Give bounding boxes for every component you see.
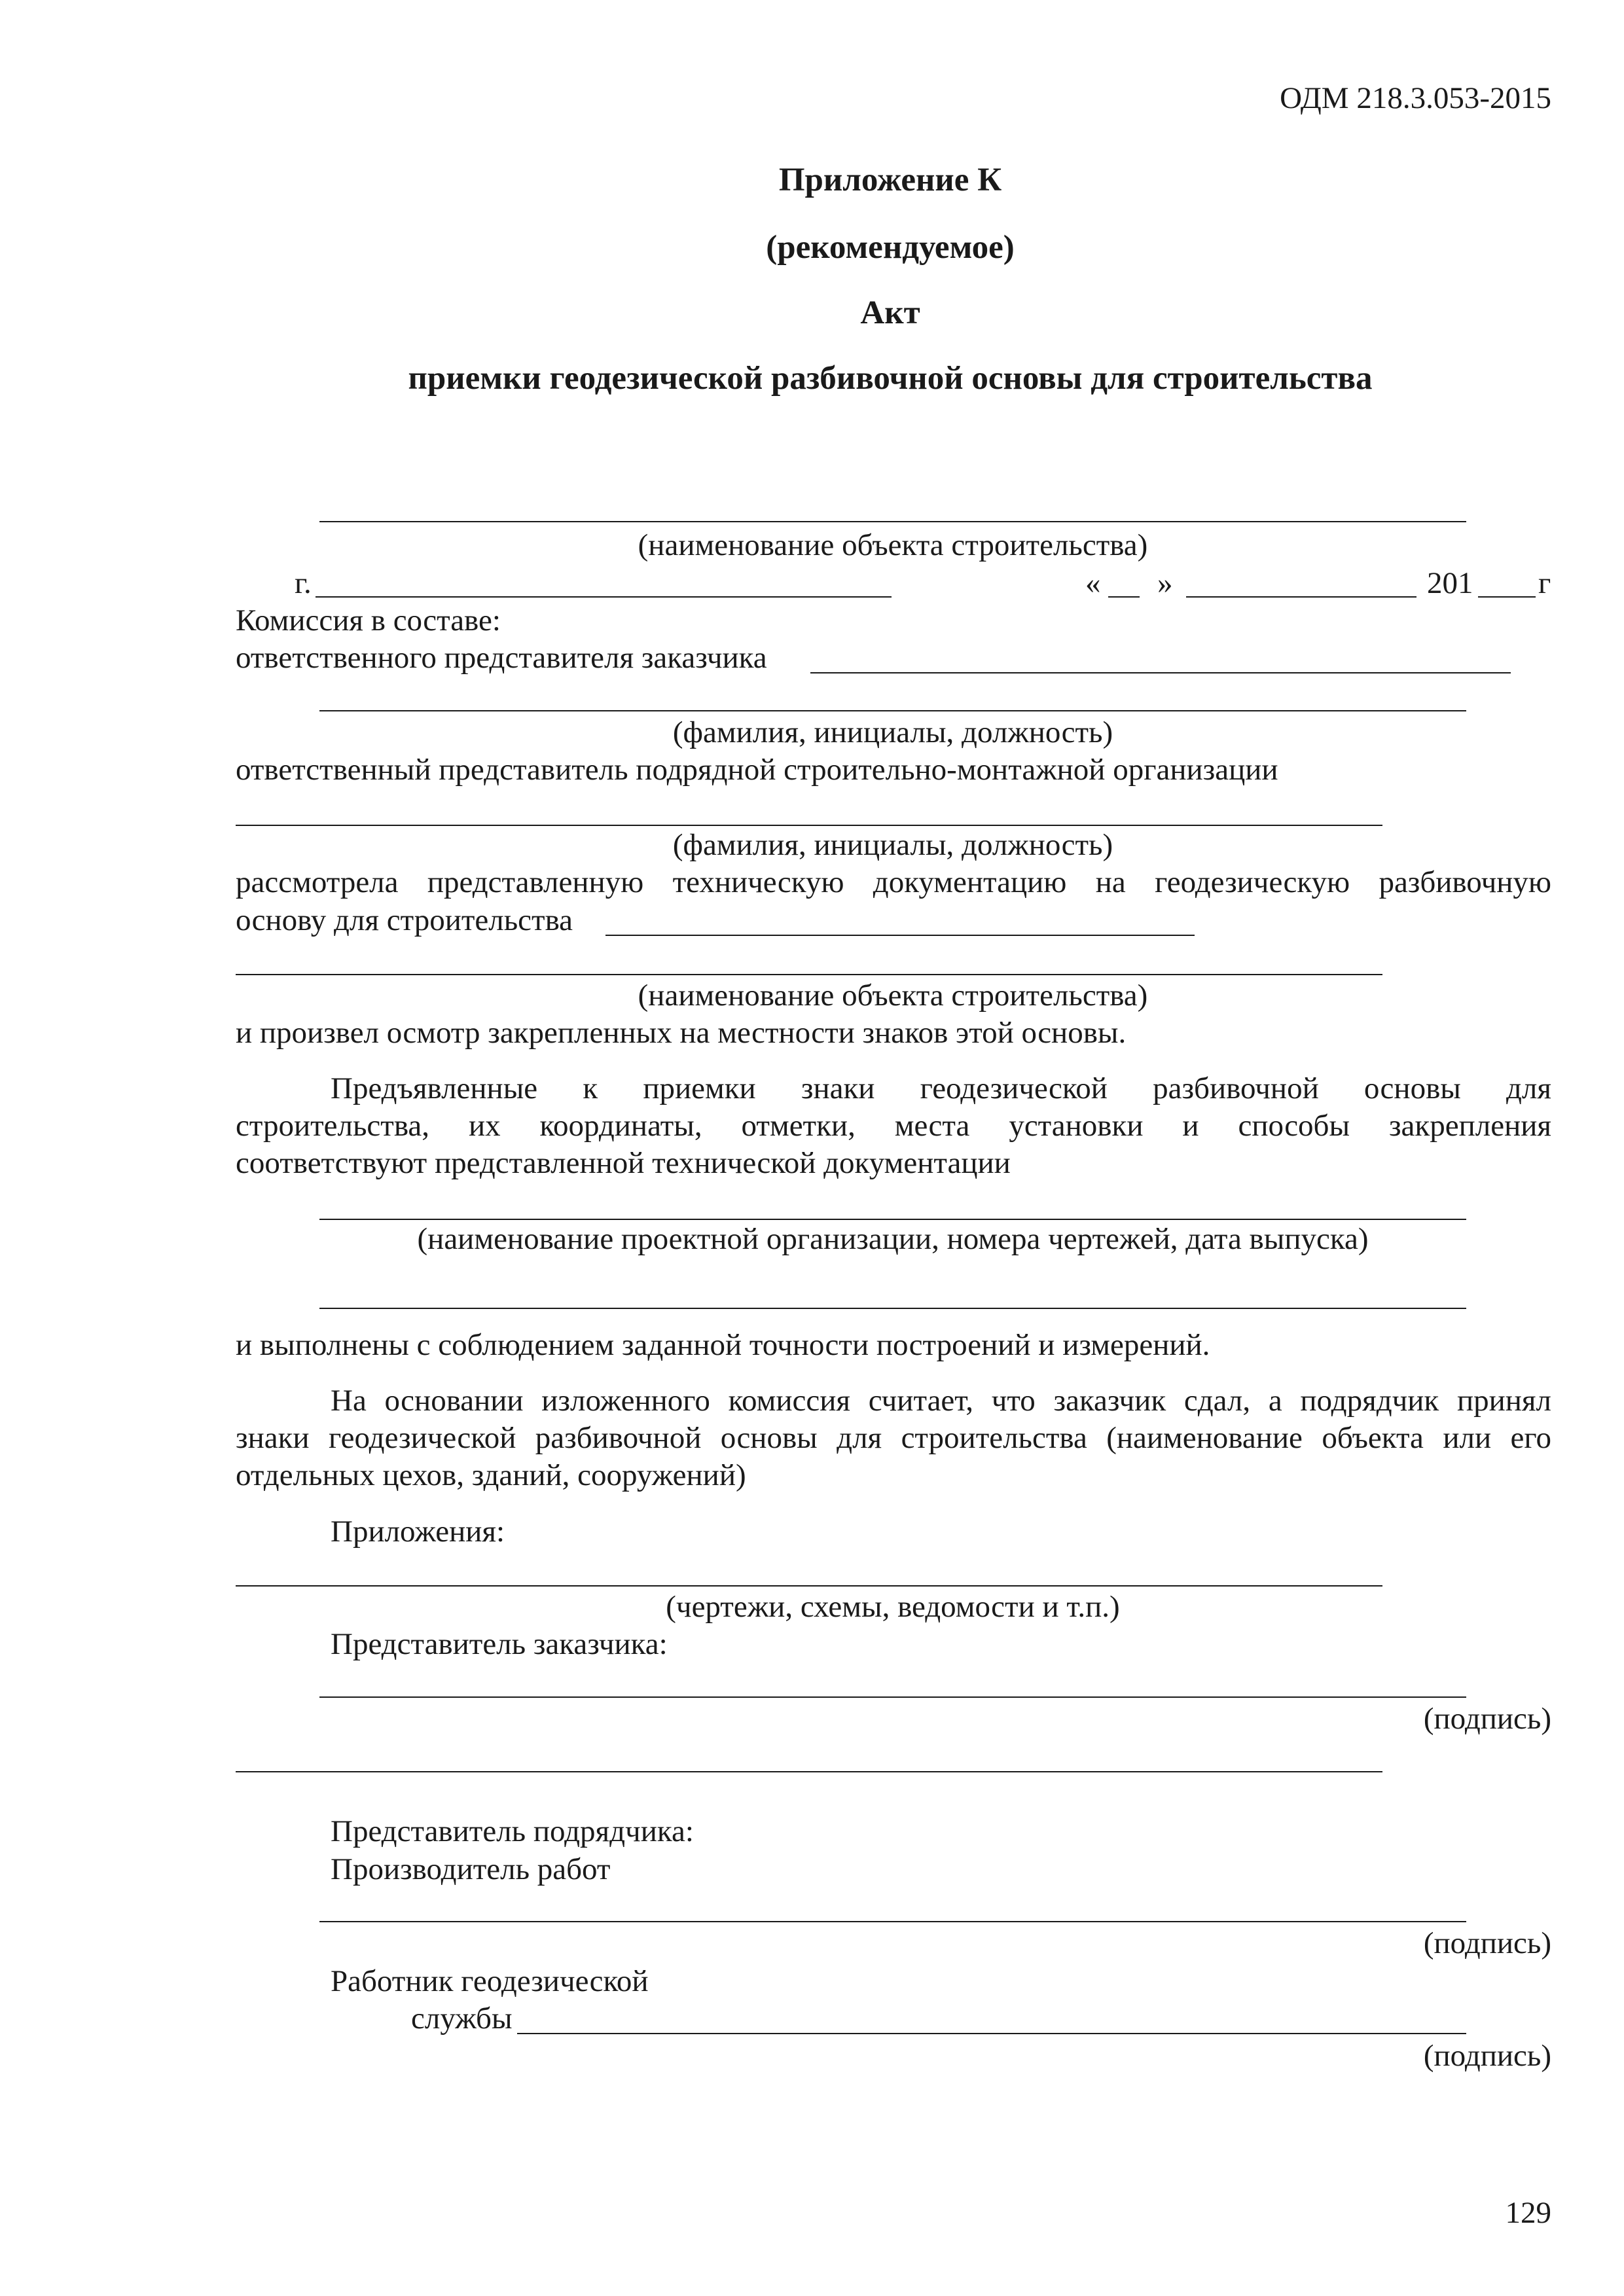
contractor-rep-label: ответственный представитель подрядной строительно-монтажной организации xyxy=(236,753,1278,787)
paragraph-2-line-2: знаки геодезической разбивочной основы для строительства (наименование объекта или его xyxy=(236,1421,1551,1455)
year-suffix: г xyxy=(1538,566,1551,600)
act-subject: приемки геодезической разбивочной основы для строительства xyxy=(408,360,1373,397)
year-field[interactable] xyxy=(1478,596,1536,598)
inspection-text: и произвел осмотр закрепленных на местности знаков этой основы. xyxy=(236,1016,1127,1050)
paragraph-1-line-1: Предъявленные к приемки знаки геодезической разбивочной основы для xyxy=(331,1071,1551,1105)
city-field[interactable] xyxy=(316,596,892,598)
recommended-label: (рекомендуемое) xyxy=(766,229,1015,266)
reviewed-text-line-1: рассмотрела представленную техническую документацию на геодезическую разбивочную xyxy=(236,865,1551,899)
appendix-title: Приложение К xyxy=(778,162,1002,198)
object-name-caption-2: (наименование объекта строительства) xyxy=(638,978,1148,1013)
object-name-field-2[interactable] xyxy=(605,935,1195,936)
customer-rep-field[interactable] xyxy=(810,672,1511,673)
contractor-signer-label: Представитель подрядчика: xyxy=(331,1814,694,1848)
paragraph-1-line-2: строительства, их координаты, отметки, места установки и способы закрепления xyxy=(236,1109,1551,1143)
commission-label: Комиссия в составе: xyxy=(236,603,501,637)
project-doc-field-2[interactable] xyxy=(319,1308,1466,1309)
paragraph-1-line-3: соответствуют представленной технической документации xyxy=(236,1146,1011,1180)
act-title: Акт xyxy=(860,295,920,331)
accuracy-text: и выполнены с соблюдением заданной точности построений и измерений. xyxy=(236,1328,1210,1362)
customer-name-field[interactable] xyxy=(236,1771,1382,1772)
fio-caption-2: (фамилия, инициалы, должность) xyxy=(672,828,1113,862)
signature-caption-1: (подпись) xyxy=(1423,1702,1551,1736)
works-manager-label: Производитель работ xyxy=(331,1852,611,1886)
city-prefix: г. xyxy=(295,566,312,600)
geo-worker-signature-field[interactable] xyxy=(517,2033,1466,2034)
geo-worker-label-line-1: Работник геодезической xyxy=(331,1964,649,1998)
document-code: ОДМ 218.3.053-2015 xyxy=(1280,81,1551,115)
date-quote-open: « xyxy=(1085,566,1101,600)
signature-caption-2: (подпись) xyxy=(1423,1926,1551,1960)
reviewed-text-line-2: основу для строительства xyxy=(236,903,573,937)
paragraph-2-line-3: отдельных цехов, зданий, сооружений) xyxy=(236,1458,746,1492)
attachments-label: Приложения: xyxy=(331,1515,505,1549)
customer-signer-label: Представитель заказчика: xyxy=(331,1627,668,1661)
project-doc-caption: (наименование проектной организации, номера чертежей, дата выпуска) xyxy=(417,1222,1369,1256)
signature-caption-3: (подпись) xyxy=(1423,2039,1551,2073)
customer-signature-field[interactable] xyxy=(319,1696,1466,1698)
attachments-field[interactable] xyxy=(236,1585,1382,1587)
project-doc-field[interactable] xyxy=(319,1219,1466,1220)
contractor-rep-field[interactable] xyxy=(236,825,1382,826)
attachments-caption: (чертежи, схемы, ведомости и т.п.) xyxy=(666,1590,1120,1624)
object-name-caption: (наименование объекта строительства) xyxy=(638,528,1148,562)
works-manager-signature-field[interactable] xyxy=(319,1921,1466,1922)
geo-worker-label-line-2: службы xyxy=(411,2001,513,2036)
day-field[interactable] xyxy=(1108,596,1140,598)
paragraph-2-line-1: На основании изложенного комиссия считает, что заказчик сдал, а подрядчик принял xyxy=(331,1384,1551,1418)
customer-rep-field-2[interactable] xyxy=(319,710,1466,711)
date-quote-close: » xyxy=(1157,566,1173,600)
year-prefix: 201 xyxy=(1427,566,1473,600)
customer-rep-label: ответственного представителя заказчика xyxy=(236,641,767,675)
fio-caption-1: (фамилия, инициалы, должность) xyxy=(672,715,1113,749)
object-name-field[interactable] xyxy=(319,521,1466,522)
month-field[interactable] xyxy=(1186,596,1416,598)
object-name-field-3[interactable] xyxy=(236,974,1382,975)
page-number: 129 xyxy=(1505,2196,1551,2230)
